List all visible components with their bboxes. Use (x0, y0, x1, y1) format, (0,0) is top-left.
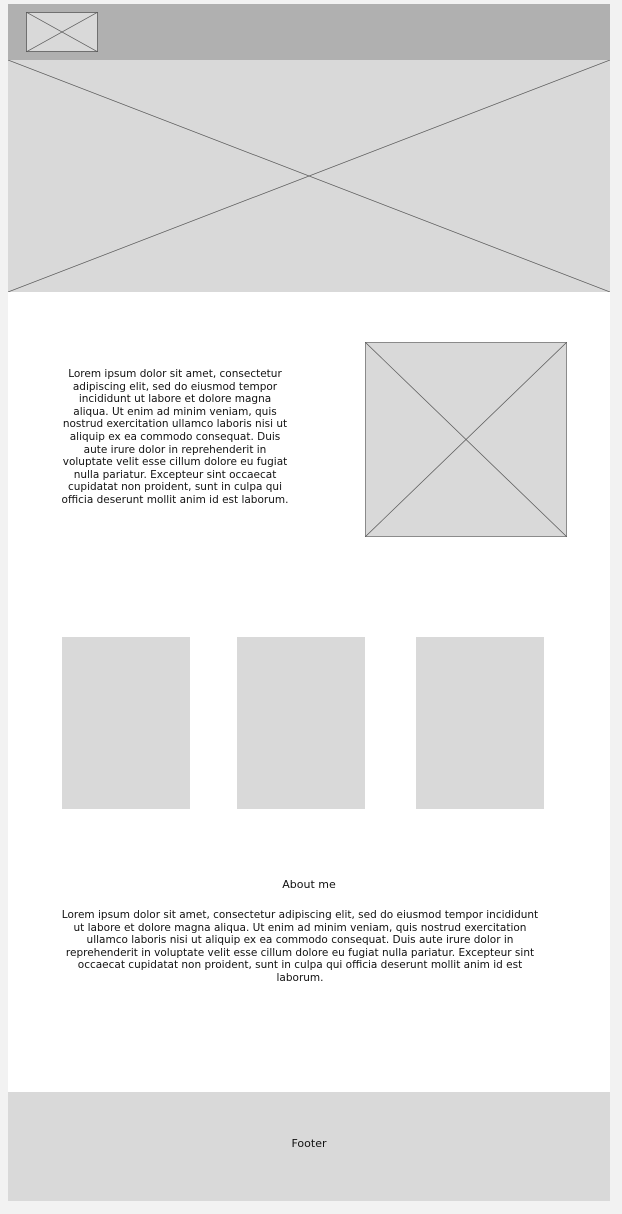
about-paragraph: Lorem ipsum dolor sit amet, consectetur adipiscing elit, sed do eiusmod tempor incididunt ut labore et dolore magna aliqua. Ut enim ad minim veniam, quis nostrud exercitation ullamco laboris nisi ut aliquip ex ea commodo consequat. Duis aute irure dolor in reprehenderit in voluptate velit esse cillum dolore eu fugiat nulla pariatur. Excepteur sint occaecat cupidatat non proident, sunt in culpa qui officia deserunt mollit anim id est laborum. (61, 909, 539, 984)
card-placeholder-3[interactable] (416, 637, 544, 809)
image-placeholder-icon (8, 60, 610, 292)
logo-placeholder[interactable] (26, 12, 98, 52)
image-placeholder-icon (365, 342, 567, 537)
footer-label: Footer (291, 1137, 327, 1150)
card-placeholder-1[interactable] (62, 637, 190, 809)
intro-paragraph: Lorem ipsum dolor sit amet, consectetur adipiscing elit, sed do eiusmod tempor incididunt ut labore et dolore magna aliqua. Ut enim ad minim veniam, quis nostrud exercitation ullamco laboris nisi ut aliquip ex ea commodo consequat. Duis aute irure dolor in reprehenderit in voluptate velit esse cillum dolore eu fugiat nulla pariatur. Excepteur sint occaecat cupidatat non proident, sunt in culpa qui officia deserunt mollit anim id est laborum. (61, 368, 289, 506)
intro-image-placeholder (365, 342, 567, 537)
hero-image-placeholder (8, 60, 610, 292)
image-placeholder-icon (26, 12, 98, 52)
card-placeholder-2[interactable] (237, 637, 365, 809)
page-frame (8, 4, 610, 1201)
about-title: About me (282, 878, 336, 891)
header (8, 4, 610, 60)
